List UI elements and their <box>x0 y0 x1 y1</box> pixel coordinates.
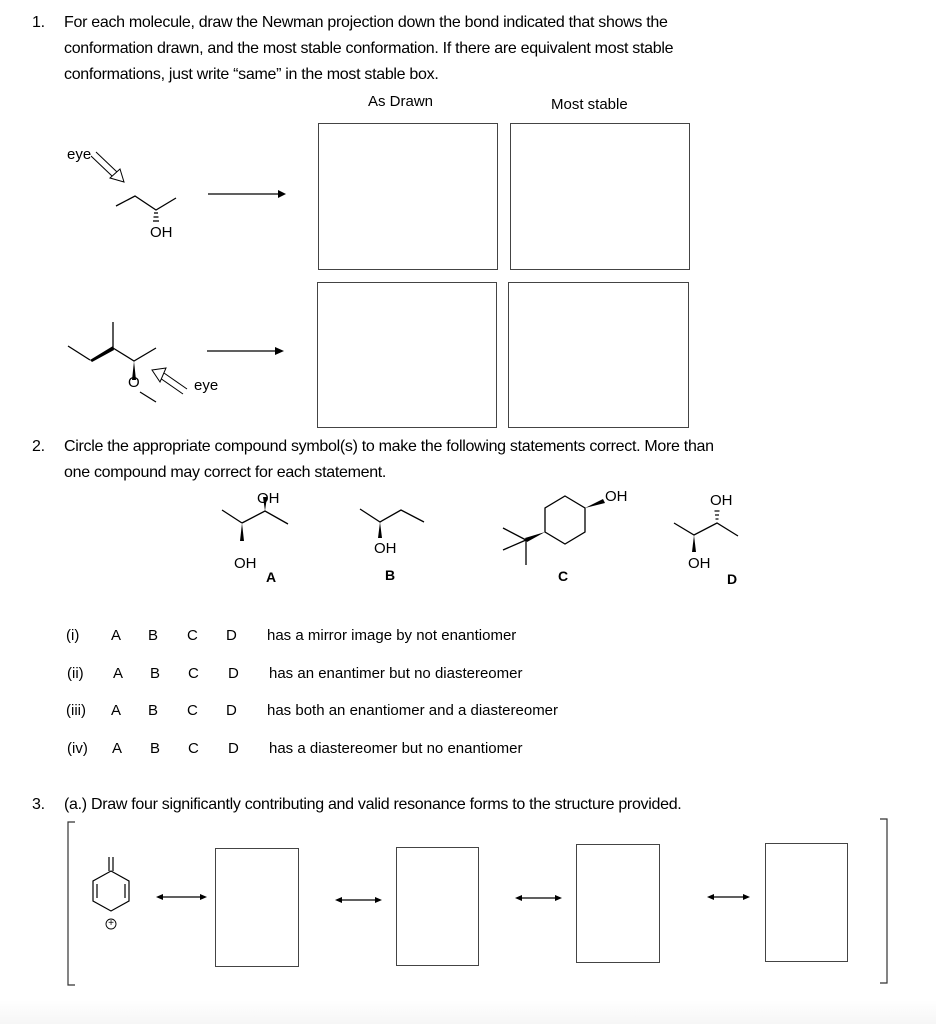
double-arrow-icon <box>335 897 382 903</box>
statement-roman: (iv) <box>67 740 88 757</box>
choice-c[interactable]: C <box>188 665 199 682</box>
choice-b[interactable]: B <box>148 627 159 644</box>
compound-b-oh: OH <box>374 540 397 557</box>
answer-box-resonance-3[interactable] <box>576 844 660 963</box>
answer-box-resonance-4[interactable] <box>765 843 848 962</box>
statement-text: has both an enantiomer and a diastereomer <box>267 702 559 719</box>
compound-d-oh-bottom: OH <box>688 555 711 572</box>
question-1-line-1: For each molecule, draw the Newman projection down the bond indicated that shows the <box>64 14 668 31</box>
double-arrow-icon <box>515 895 562 901</box>
charge-symbol: + <box>108 918 114 929</box>
compound-a-label: A <box>266 569 277 585</box>
eye-label-1: eye <box>67 146 92 163</box>
answer-box-resonance-2[interactable] <box>396 847 479 966</box>
compound-b-label: B <box>385 567 396 583</box>
choice-b[interactable]: B <box>150 665 161 682</box>
column-header-most-stable: Most stable <box>551 96 628 113</box>
choice-a[interactable]: A <box>111 627 122 644</box>
compound-d-oh-top: OH <box>710 492 733 509</box>
compound-b-structure <box>358 505 438 565</box>
statement-roman: (ii) <box>67 665 84 682</box>
choice-c[interactable]: C <box>187 702 198 719</box>
molecule-1-structure <box>60 150 260 270</box>
double-arrow-icon <box>156 894 207 900</box>
statement-text: has a diastereomer but no enantiomer <box>269 740 523 757</box>
molecule-2-structure <box>60 310 300 420</box>
compound-c-oh: OH <box>605 488 628 505</box>
choice-a[interactable]: A <box>111 702 122 719</box>
choice-d[interactable]: D <box>228 740 239 757</box>
answer-box-as-drawn-2[interactable] <box>317 282 497 428</box>
question-3-number: 3. <box>32 796 45 813</box>
choice-a[interactable]: A <box>113 665 124 682</box>
compound-a-oh-bottom: OH <box>234 555 257 572</box>
answer-box-as-drawn-1[interactable] <box>318 123 498 270</box>
double-arrow-icon <box>707 894 750 900</box>
question-3-text: (a.) Draw four significantly contributing and valid resonance forms to the structure provided. <box>64 796 682 813</box>
choice-c[interactable]: C <box>188 740 199 757</box>
compound-d-label: D <box>727 571 738 587</box>
column-header-as-drawn: As Drawn <box>368 93 434 110</box>
eye-arrow-icon <box>152 368 187 394</box>
eye-arrow-icon <box>91 152 124 182</box>
answer-box-most-stable-2[interactable] <box>508 282 689 428</box>
choice-d[interactable]: D <box>226 627 237 644</box>
statement-text: has a mirror image by not enantiomer <box>267 627 517 644</box>
answer-box-most-stable-1[interactable] <box>510 123 690 270</box>
compound-a-structure <box>220 505 300 585</box>
choice-a[interactable]: A <box>112 740 123 757</box>
choice-b[interactable]: B <box>148 702 159 719</box>
question-1-number: 1. <box>32 14 45 31</box>
statement-roman: (i) <box>66 627 80 644</box>
compound-d-structure <box>672 515 752 595</box>
statement-text: has an enantimer but no diastereomer <box>269 665 523 682</box>
eye-label-2: eye <box>194 377 219 394</box>
question-2-number: 2. <box>32 438 45 455</box>
answer-box-resonance-1[interactable] <box>215 848 299 967</box>
choice-b[interactable]: B <box>150 740 161 757</box>
substituent-o-2: O <box>128 374 140 391</box>
question-1-line-2: conformation drawn, and the most stable conformation. If there are equivalent most stable <box>64 40 674 57</box>
choice-c[interactable]: C <box>187 627 198 644</box>
substituent-oh-1: OH <box>150 224 173 241</box>
question-1-line-3: conformations, just write “same” in the most stable box. <box>64 66 439 83</box>
choice-d[interactable]: D <box>228 665 239 682</box>
question-2-line-2: one compound may correct for each statement. <box>64 464 387 481</box>
question-2-line-1: Circle the appropriate compound symbol(s) to make the following statements correct. More than <box>64 438 714 455</box>
page-bottom-fade <box>0 1000 936 1024</box>
statement-roman: (iii) <box>66 702 86 719</box>
compound-a-oh-top: OH <box>257 490 280 507</box>
question-1-text <box>64 10 884 88</box>
choice-d[interactable]: D <box>226 702 237 719</box>
compound-c-label: C <box>558 568 569 584</box>
question-2-text <box>64 434 884 486</box>
